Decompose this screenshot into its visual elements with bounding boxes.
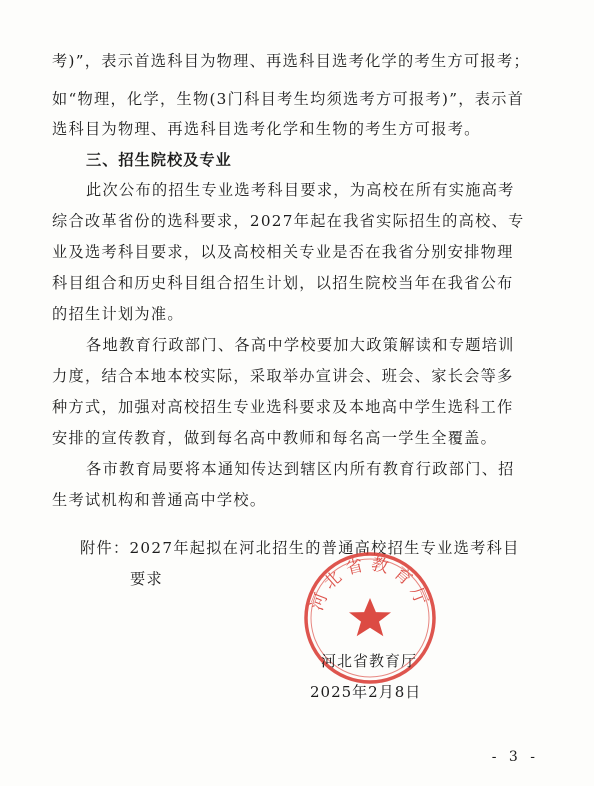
- paragraph-line: 此次公布的招生专业选考科目要求，为高校在所有实施高考: [86, 181, 515, 199]
- paragraph-line: 综合改革省份的选科要求，2027年起在我省实际招生的高校、专: [52, 212, 525, 230]
- issuer-name: 河北省教育厅: [321, 652, 418, 670]
- page-number: - 3 -: [491, 749, 539, 765]
- paragraph-line: 安排的宣传教育，做到每名高中教师和每名高一学生全覆盖。: [52, 429, 498, 447]
- paragraph-line: 各地教育行政部门、各高中学校要加大政策解读和专题培训: [86, 336, 515, 354]
- body-line: 选科目为物理、再选科目选考化学和生物的考生方可报考。: [52, 120, 481, 138]
- issue-date: 2025年2月8日: [310, 683, 422, 701]
- paragraph-line: 科目组合和历史科目组合招生计划，以招生院校当年在我省公布: [52, 274, 514, 292]
- paragraph-line: 力度，结合本地本校实际，采取举办宣讲会、班会、家长会等多: [52, 367, 514, 385]
- attachment-line: 要求: [130, 570, 163, 588]
- paragraph-line: 生考试机构和普通高中学校。: [52, 491, 267, 509]
- body-line: 考)”，表示首选科目为物理、再选科目选考化学的考生方可报考；: [52, 52, 530, 70]
- attachment-line: 附件：2027年起拟在河北招生的普通高校招生专业选考科目: [80, 539, 520, 557]
- paragraph-line: 各市教育局要将本通知传达到辖区内所有教育行政部门、招: [86, 460, 515, 478]
- paragraph-line: 的招生计划为准。: [52, 305, 184, 323]
- paragraph-line: 业及选考科目要求，以及高校相关专业是否在我省分别安排物理: [52, 243, 514, 261]
- body-line: 如“物理，化学，生物(3门科目考生均须选考方可报考)”，表示首: [52, 90, 525, 108]
- paragraph-line: 种方式，加强对高校招生专业选科要求及本地高中学生选科工作: [52, 398, 514, 416]
- section-heading: 三、招生院校及专业: [86, 151, 232, 169]
- seal-text: 河北省教育厅: [307, 554, 433, 614]
